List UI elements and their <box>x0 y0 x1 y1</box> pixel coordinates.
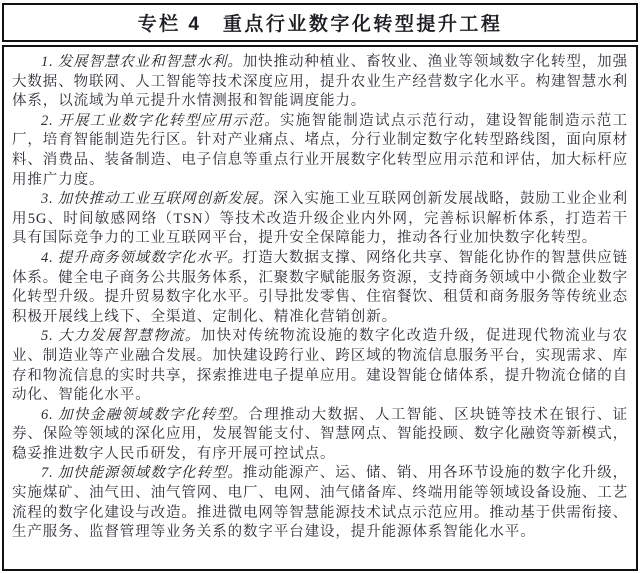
paragraph-1-text: 加快推动种植业、畜牧业、渔业等领域数字化转型，加强大数据、物联网、人工智能等技术深度应用，提升农业生产经营数字化水平。构建智慧水利体系，以流域为单元提升水情测报和智能调度能力。 <box>12 54 628 110</box>
paragraph-1 <box>12 53 628 112</box>
paragraph-2-number: 2. <box>41 112 54 129</box>
paragraph-4-text: 打造大数据支撑、网络化共享、智能化协作的智慧供应链体系。健全电子商务公共服务体系，汇聚数字赋能服务资源，支持商务领域中小微企业数字化转型升级。提升贸易数字化水平。引导批发零售、住宿餐饮、租赁和商务服务等传统业态积极开展线上线下、全渠道、定制化、精准化营销创新。 <box>12 249 628 325</box>
paragraph-3-text: 深入实施工业互联网创新发展战略，鼓励工业企业利用5G、时间敏感网络（TSN）等技术改造升级企业内外网，完善标识解析体系，打造若干具有国际竞争力的工业互联网平台，提升安全保障能力，推动各行业加快数字化转型。 <box>12 191 628 247</box>
paragraph-2-text: 实施智能制造试点示范行动，建设智能制造示范工厂，培育智能制造先行区。针对产业痛点、堵点，分行业制定数字化转型路线图，面向原材料、消费品、装备制造、电子信息等重点行业开展数字化转型应用示范和评估，加大标杆应用推广力度。 <box>12 112 628 188</box>
paragraph-6 <box>12 406 628 465</box>
paragraph-3 <box>12 190 628 249</box>
panel-title-bar <box>2 3 638 42</box>
paragraph-1-number: 1. <box>41 54 54 70</box>
paragraph-2-lead: 开展工业数字化转型应用示范。 <box>57 112 280 129</box>
paragraph-7-number: 7. <box>41 465 54 482</box>
paragraph-4 <box>12 249 628 327</box>
paragraph-3-lead: 加快推动工业互联网创新发展。 <box>57 191 274 208</box>
paragraph-5-text: 加快对传统物流设施的数字化改造升级，促进现代物流业与农业、制造业等产业融合发展。加快建设跨行业、跨区域的物流信息服务平台，实现需求、库存和物流信息的实时共享，探索推进电子提单应用。建设智能仓储体系，提升物流仓储的自动化、智能化水平。 <box>12 328 628 404</box>
paragraph-5-lead: 大力发展智慧物流。 <box>57 328 201 345</box>
panel-title: 专栏 4 重点行业数字化转型提升工程 <box>137 14 503 35</box>
paragraph-5 <box>12 327 628 405</box>
paragraph-4-lead: 提升商务领域数字化水平。 <box>57 249 243 266</box>
paragraph-2 <box>12 112 628 190</box>
paragraph-3-number: 3. <box>41 191 54 208</box>
paragraph-7-text: 推动能源产、运、储、销、用各环节设施的数字化升级，实施煤矿、油气田、油气管网、电厂、电网、油气储备库、终端用能等领域设备设施、工艺流程的数字化建设与改造。推进微电网等智慧能源技术试点示范应用。推动基于供需衔接、生产服务、监督管理等业务关系的数字平台建设，提升能源体系智能化水平。 <box>12 465 628 541</box>
paragraph-5-number: 5. <box>41 328 54 345</box>
panel-body <box>2 45 638 571</box>
paragraph-6-lead: 加快金融领域数字化转型。 <box>57 406 249 423</box>
paragraph-7-lead: 加快能源领域数字化转型。 <box>57 465 243 482</box>
paragraph-6-number: 6. <box>41 406 54 423</box>
paragraph-4-number: 4. <box>41 249 54 266</box>
paragraph-7 <box>12 464 628 542</box>
paragraph-1-lead: 发展智慧农业和智慧水利。 <box>57 54 243 70</box>
paragraph-6-text: 合理推动大数据、人工智能、区块链等技术在银行、证券、保险等领域的深化应用，发展智能支付、智慧网点、智能投顾、数字化融资等新模式，稳妥推进数字人民币研发，有序开展可控试点。 <box>12 406 628 462</box>
